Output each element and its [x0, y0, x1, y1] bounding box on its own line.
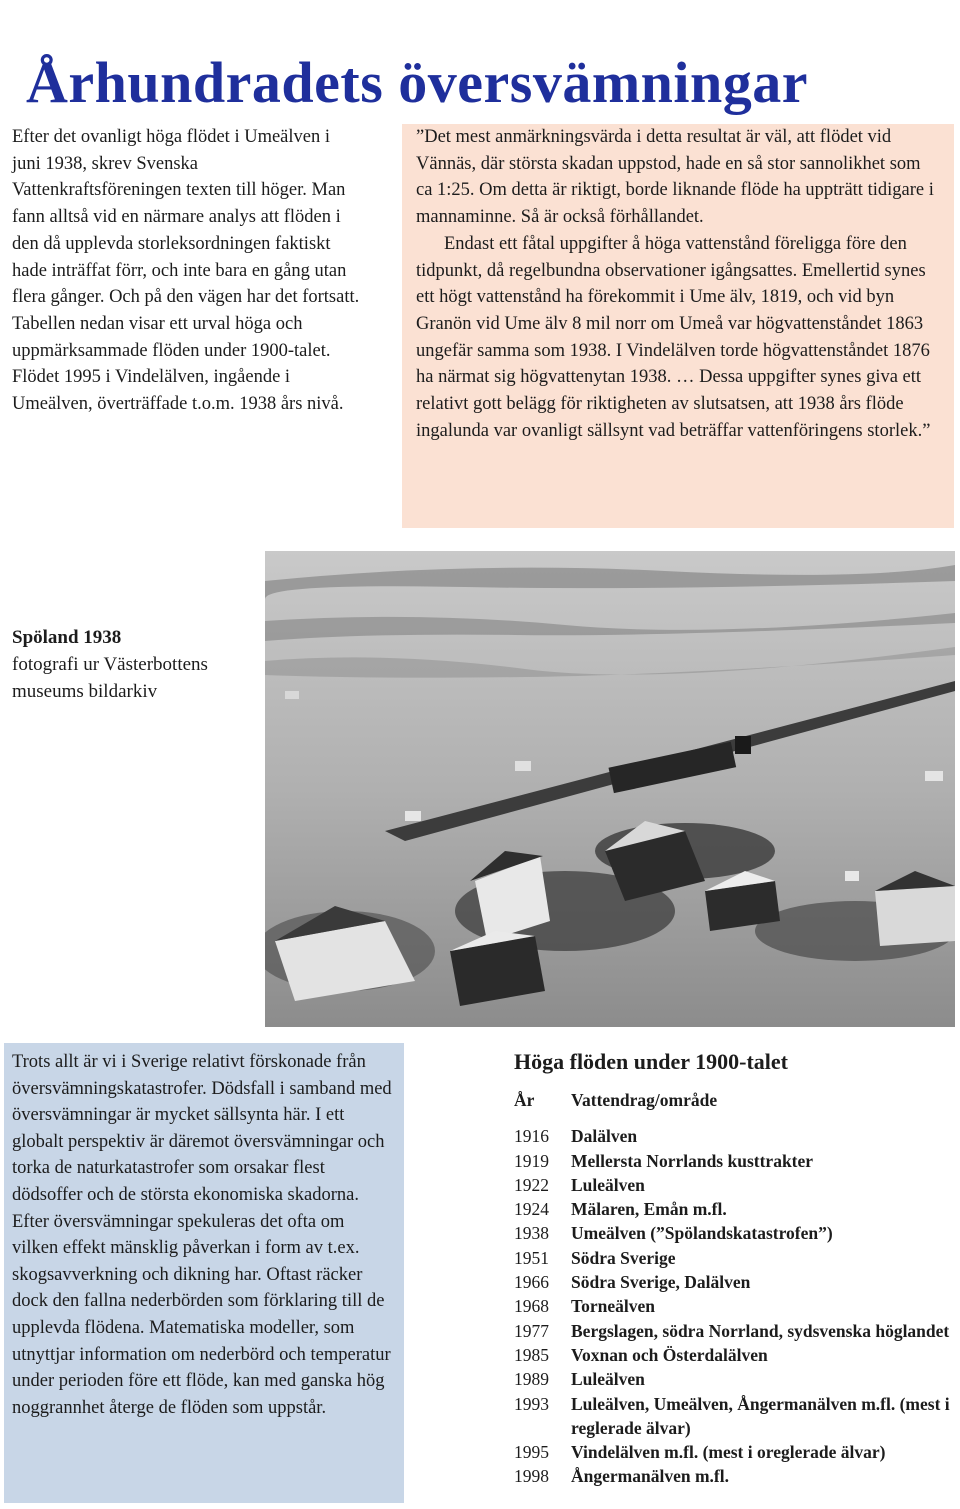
table-cell-place: Dalälven [571, 1126, 638, 1147]
table-cell-year: 1968 [514, 1296, 549, 1317]
table-cell-year: 1924 [514, 1199, 549, 1220]
table-row [514, 1149, 954, 1173]
aside-box [4, 1043, 404, 1503]
quote-paragraph-2: Endast ett fåtal uppgifter å höga vattenstånd föreligga före den tidpunkt, då regelbundna observationer igångsattes. Emellertid synes ett högt vattenstånd ha förekommit i Ume älv, 1819, och vid byn Granön vid Ume älv 8 mil norr om Umeå var högvattenståndet 1863 ungefär samma som 1938. I Vindelälven torde högvattenståndet 1876 ha närmat sig högvattenytan 1938. … Dessa uppgifter synes giva ett relativt gott belägg för riktigheten av slutsatsen, att 1938 års flöde ingalunda var ovanligt sällsynt vad beträffar vattenföringens storlek.” [416, 233, 931, 441]
table-row [514, 1294, 954, 1318]
table-title: Höga flöden under 1900-talet [514, 1049, 788, 1074]
table-cell-place: Mälaren, Emån m.fl. [571, 1199, 727, 1220]
table-row [514, 1343, 954, 1367]
table-row [514, 1319, 954, 1343]
table-cell-year: 1977 [514, 1320, 549, 1341]
table-cell-year: 1985 [514, 1344, 549, 1365]
table-header-row [514, 1088, 954, 1124]
table-row [514, 1124, 954, 1148]
table-row [514, 1246, 954, 1270]
table-cell-year: 1919 [514, 1150, 549, 1171]
table-cell-place: Södra Sverige [571, 1247, 676, 1268]
quote-box [402, 124, 954, 528]
table-cell-year: 1951 [514, 1247, 549, 1268]
floods-table-section [514, 1046, 954, 1489]
table-cell-year: 1922 [514, 1174, 549, 1195]
page-title: Århundradets översvämningar [26, 49, 809, 115]
table-row [514, 1367, 954, 1391]
table-row [514, 1392, 954, 1441]
aside-paragraph: Trots allt är vi i Sverige relativt förskonade från översvämningskatastrofer. Dödsfall i samband med översvämningar är mycket sällsynta här. I ett globalt perspektiv är däremot översvämningar och torka de naturkatastrofer som orsakar flest dödsoffer och de största ekonomiska skadorna. Efter översvämningar spekuleras det ofta om vilken effekt mänsklig påverkan i form av t.ex. skogsavverkning och dikning har. Oftast räcker dock den fallna nederbörden som förklaring till de upplevda flödena. Matematiska modeller, som utnyttjar information om nederbörd och temperatur under perioden före ett flöde, kan med ganska hög noggrannhet återge de flöden som uppstår. [12, 1052, 392, 1418]
photo-caption [12, 624, 262, 705]
table-row [514, 1440, 954, 1464]
table-cell-year: 1995 [514, 1442, 549, 1463]
table-cell-place: Umeälven (”Spölandskatastrofen”) [571, 1223, 833, 1244]
intro-text-block [12, 124, 362, 418]
table-cell-year: 1966 [514, 1272, 549, 1293]
flood-photo [265, 551, 955, 1027]
table-cell-year: 1998 [514, 1466, 549, 1487]
flood-photo-image [265, 551, 955, 1027]
table-cell-place: Vindelälven m.fl. (mest i oreglerade älvar) [571, 1442, 886, 1463]
table-cell-place: Mellersta Norrlands kusttrakter [571, 1150, 814, 1171]
table-cell-place: Torneälven [571, 1296, 655, 1317]
intro-paragraph: Efter det ovanligt höga flödet i Umeälven i juni 1938, skrev Svenska Vattenkraftsföreningen texten till höger. Man fann alltså vid en närmare analys att flöden i den då upplevda storleksordningen faktiskt hade inträffat förr, och inte bara en gång utan flera gånger. Och på den vägen har det fortsatt. Tabellen nedan visar ett urval höga och uppmärksammade flöden under 1900-talet. Flödet 1995 i Vindelälven, ingående i Umeälven, överträffade t.o.m. 1938 års nivå. [12, 127, 360, 415]
table-cell-year: 1938 [514, 1223, 549, 1244]
table-cell-year: 1993 [514, 1393, 549, 1414]
table-cell-place: Södra Sverige, Dalälven [571, 1272, 751, 1293]
table-cell-year: 1989 [514, 1369, 549, 1390]
caption-title: Spöland 1938 [12, 627, 122, 648]
floods-table [514, 1088, 954, 1489]
table-cell-place: Voxnan och Österdalälven [571, 1344, 768, 1365]
table-cell-place: Bergslagen, södra Norrland, sydsvenska höglandet [571, 1320, 950, 1341]
table-row [514, 1221, 954, 1245]
table-cell-year: 1916 [514, 1126, 549, 1147]
table-row [514, 1173, 954, 1197]
header-year: År [514, 1090, 535, 1110]
table-row [514, 1197, 954, 1221]
table-cell-place: Luleälven [571, 1174, 645, 1195]
table-cell-place: Luleälven [571, 1369, 645, 1390]
table-row [514, 1270, 954, 1294]
table-cell-place: Ångermanälven m.fl. [571, 1466, 729, 1487]
table-cell-place: Luleälven, Umeälven, Ångermanälven m.fl. (mest i reglerade älvar) [571, 1393, 950, 1438]
header-place: Vattendrag/område [571, 1090, 718, 1110]
quote-paragraph-1: ”Det mest anmärkningsvärda i detta resultat är väl, att flödet vid Vännäs, där största skadan uppstod, hade en så stor sannolikhet som ca 1:25. Om detta är riktigt, borde liknande flöde ha uppträtt tidigare i mannaminne. Så är också förhållandet. [416, 127, 934, 228]
caption-text: fotografi ur Västerbottens museums bildarkiv [12, 654, 208, 702]
table-row [514, 1464, 954, 1488]
